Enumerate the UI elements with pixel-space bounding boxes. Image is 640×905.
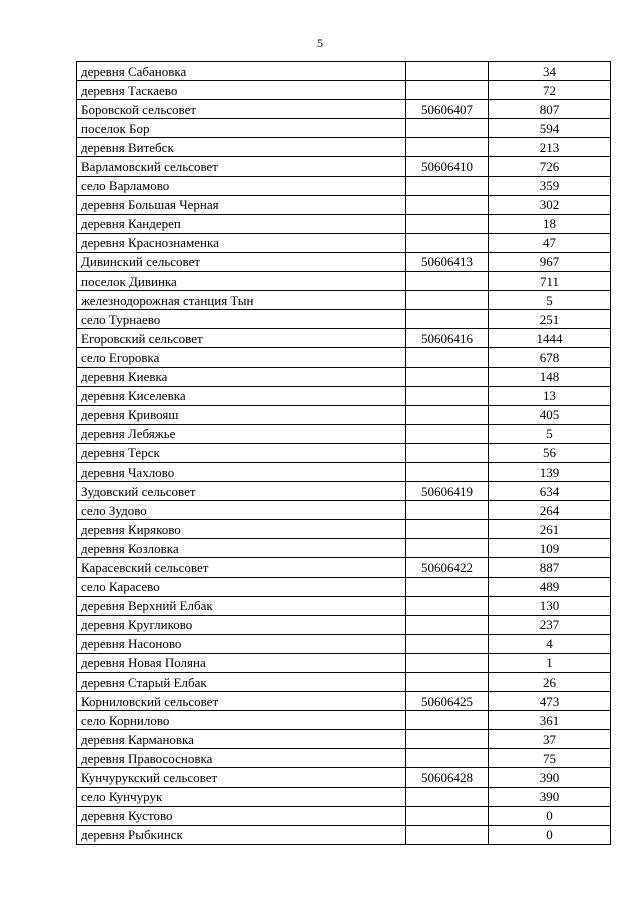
- oktmo-code-cell: [406, 596, 489, 615]
- oktmo-code-cell: [406, 711, 489, 730]
- population-cell: 473: [489, 692, 611, 711]
- oktmo-code-cell: [406, 673, 489, 692]
- population-cell: 361: [489, 711, 611, 730]
- oktmo-code-cell: 50606407: [406, 100, 489, 119]
- table-row: [77, 730, 611, 749]
- table-row: [77, 157, 611, 176]
- settlement-name-cell: Боровской сельсовет: [77, 100, 406, 119]
- table-row: [77, 252, 611, 271]
- oktmo-code-cell: [406, 176, 489, 195]
- table-row: [77, 577, 611, 596]
- population-cell: 807: [489, 100, 611, 119]
- population-cell: 0: [489, 825, 611, 844]
- settlement-name-cell: деревня Большая Черная: [77, 195, 406, 214]
- population-cell: 359: [489, 176, 611, 195]
- table-row: [77, 62, 611, 81]
- settlement-name-cell: деревня Киселевка: [77, 386, 406, 405]
- settlement-name-cell: поселок Бор: [77, 119, 406, 138]
- population-cell: 1444: [489, 329, 611, 348]
- settlement-name-cell: деревня Витебск: [77, 138, 406, 157]
- population-cell: 405: [489, 405, 611, 424]
- population-cell: 489: [489, 577, 611, 596]
- table-row: [77, 424, 611, 443]
- settlement-name-cell: деревня Правососновка: [77, 749, 406, 768]
- settlement-name-cell: деревня Новая Поляна: [77, 653, 406, 672]
- oktmo-code-cell: [406, 806, 489, 825]
- oktmo-code-cell: [406, 310, 489, 329]
- table-row: [77, 768, 611, 787]
- oktmo-code-cell: [406, 214, 489, 233]
- population-cell: 37: [489, 730, 611, 749]
- table-row: [77, 367, 611, 386]
- population-cell: 18: [489, 214, 611, 233]
- settlement-name-cell: деревня Сабановка: [77, 62, 406, 81]
- oktmo-code-cell: [406, 367, 489, 386]
- oktmo-code-cell: [406, 138, 489, 157]
- table-row: [77, 482, 611, 501]
- population-cell: 109: [489, 539, 611, 558]
- settlement-name-cell: деревня Краснознаменка: [77, 233, 406, 252]
- table-row: [77, 615, 611, 634]
- settlement-name-cell: деревня Рыбкинск: [77, 825, 406, 844]
- population-cell: 237: [489, 615, 611, 634]
- settlement-name-cell: деревня Старый Елбак: [77, 673, 406, 692]
- table-row: [77, 100, 611, 119]
- settlement-name-cell: село Турнаево: [77, 310, 406, 329]
- table-row: [77, 673, 611, 692]
- oktmo-code-cell: [406, 462, 489, 481]
- population-cell: 1: [489, 653, 611, 672]
- table-row: [77, 558, 611, 577]
- population-cell: 726: [489, 157, 611, 176]
- settlement-name-cell: деревня Кандереп: [77, 214, 406, 233]
- population-cell: 34: [489, 62, 611, 81]
- settlement-name-cell: деревня Чахлово: [77, 462, 406, 481]
- settlement-name-cell: Варламовский сельсовет: [77, 157, 406, 176]
- table-row: [77, 329, 611, 348]
- population-cell: 5: [489, 424, 611, 443]
- oktmo-code-cell: [406, 405, 489, 424]
- settlement-name-cell: деревня Лебяжье: [77, 424, 406, 443]
- settlement-name-cell: село Зудово: [77, 501, 406, 520]
- settlement-name-cell: село Егоровка: [77, 348, 406, 367]
- oktmo-code-cell: [406, 348, 489, 367]
- population-cell: 390: [489, 787, 611, 806]
- settlement-name-cell: деревня Кривояш: [77, 405, 406, 424]
- population-cell: 261: [489, 520, 611, 539]
- oktmo-code-cell: 50606413: [406, 252, 489, 271]
- settlement-name-cell: железнодорожная станция Тын: [77, 291, 406, 310]
- population-cell: 4: [489, 634, 611, 653]
- oktmo-code-cell: [406, 577, 489, 596]
- table-row: [77, 310, 611, 329]
- population-cell: 302: [489, 195, 611, 214]
- oktmo-code-cell: [406, 787, 489, 806]
- table-row: [77, 634, 611, 653]
- oktmo-code-cell: [406, 81, 489, 100]
- settlement-name-cell: Корниловский сельсовет: [77, 692, 406, 711]
- oktmo-code-cell: [406, 62, 489, 81]
- settlement-name-cell: деревня Терск: [77, 443, 406, 462]
- oktmo-code-cell: [406, 634, 489, 653]
- oktmo-code-cell: [406, 272, 489, 291]
- settlement-name-cell: Кунчурукский сельсовет: [77, 768, 406, 787]
- oktmo-code-cell: [406, 825, 489, 844]
- settlement-name-cell: село Варламово: [77, 176, 406, 195]
- population-cell: 5: [489, 291, 611, 310]
- settlement-name-cell: деревня Верхний Елбак: [77, 596, 406, 615]
- table-row: [77, 711, 611, 730]
- table-row: [77, 176, 611, 195]
- table-row: [77, 596, 611, 615]
- population-cell: 594: [489, 119, 611, 138]
- settlement-name-cell: деревня Насоново: [77, 634, 406, 653]
- oktmo-code-cell: 50606428: [406, 768, 489, 787]
- settlement-name-cell: Дивинский сельсовет: [77, 252, 406, 271]
- population-cell: 47: [489, 233, 611, 252]
- table-row: [77, 501, 611, 520]
- settlement-name-cell: деревня Кругликово: [77, 615, 406, 634]
- settlement-name-cell: село Кунчурук: [77, 787, 406, 806]
- population-cell: 711: [489, 272, 611, 291]
- oktmo-code-cell: [406, 615, 489, 634]
- table-row: [77, 272, 611, 291]
- settlement-name-cell: Зудовский сельсовет: [77, 482, 406, 501]
- population-cell: 56: [489, 443, 611, 462]
- oktmo-code-cell: [406, 749, 489, 768]
- oktmo-code-cell: [406, 501, 489, 520]
- oktmo-code-cell: [406, 195, 489, 214]
- settlement-name-cell: деревня Киряково: [77, 520, 406, 539]
- population-cell: 678: [489, 348, 611, 367]
- population-cell: 75: [489, 749, 611, 768]
- population-cell: 130: [489, 596, 611, 615]
- settlements-table: [76, 61, 611, 845]
- population-cell: 634: [489, 482, 611, 501]
- settlement-name-cell: Карасевский сельсовет: [77, 558, 406, 577]
- population-cell: 148: [489, 367, 611, 386]
- settlement-name-cell: село Карасево: [77, 577, 406, 596]
- table-row: [77, 81, 611, 100]
- table-row: [77, 520, 611, 539]
- table-row: [77, 138, 611, 157]
- table-row: [77, 405, 611, 424]
- table-row: [77, 119, 611, 138]
- table-row: [77, 787, 611, 806]
- table-row: [77, 291, 611, 310]
- table-row: [77, 443, 611, 462]
- table-row: [77, 653, 611, 672]
- table-row: [77, 348, 611, 367]
- table-row: [77, 462, 611, 481]
- table-row: [77, 233, 611, 252]
- settlement-name-cell: деревня Кармановка: [77, 730, 406, 749]
- settlement-name-cell: село Корнилово: [77, 711, 406, 730]
- table-row: [77, 195, 611, 214]
- oktmo-code-cell: 50606416: [406, 329, 489, 348]
- oktmo-code-cell: [406, 424, 489, 443]
- population-cell: 72: [489, 81, 611, 100]
- population-cell: 213: [489, 138, 611, 157]
- population-cell: 967: [489, 252, 611, 271]
- oktmo-code-cell: [406, 119, 489, 138]
- settlement-name-cell: деревня Киевка: [77, 367, 406, 386]
- population-cell: 0: [489, 806, 611, 825]
- table-row: [77, 214, 611, 233]
- population-cell: 390: [489, 768, 611, 787]
- oktmo-code-cell: 50606425: [406, 692, 489, 711]
- oktmo-code-cell: [406, 443, 489, 462]
- table-row: [77, 539, 611, 558]
- table-row: [77, 692, 611, 711]
- population-cell: 251: [489, 310, 611, 329]
- settlement-name-cell: деревня Кустово: [77, 806, 406, 825]
- oktmo-code-cell: 50606410: [406, 157, 489, 176]
- population-cell: 13: [489, 386, 611, 405]
- population-cell: 887: [489, 558, 611, 577]
- table-row: [77, 749, 611, 768]
- page-number: 5: [317, 36, 323, 50]
- population-cell: 26: [489, 673, 611, 692]
- settlement-name-cell: Егоровский сельсовет: [77, 329, 406, 348]
- settlement-name-cell: деревня Таскаево: [77, 81, 406, 100]
- oktmo-code-cell: [406, 539, 489, 558]
- table-row: [77, 386, 611, 405]
- oktmo-code-cell: [406, 386, 489, 405]
- table-body: [77, 62, 611, 845]
- settlement-name-cell: поселок Дивинка: [77, 272, 406, 291]
- oktmo-code-cell: 50606419: [406, 482, 489, 501]
- oktmo-code-cell: [406, 291, 489, 310]
- table-row: [77, 806, 611, 825]
- table-row: [77, 825, 611, 844]
- oktmo-code-cell: [406, 653, 489, 672]
- population-cell: 264: [489, 501, 611, 520]
- oktmo-code-cell: 50606422: [406, 558, 489, 577]
- settlement-name-cell: деревня Козловка: [77, 539, 406, 558]
- oktmo-code-cell: [406, 520, 489, 539]
- oktmo-code-cell: [406, 233, 489, 252]
- population-cell: 139: [489, 462, 611, 481]
- oktmo-code-cell: [406, 730, 489, 749]
